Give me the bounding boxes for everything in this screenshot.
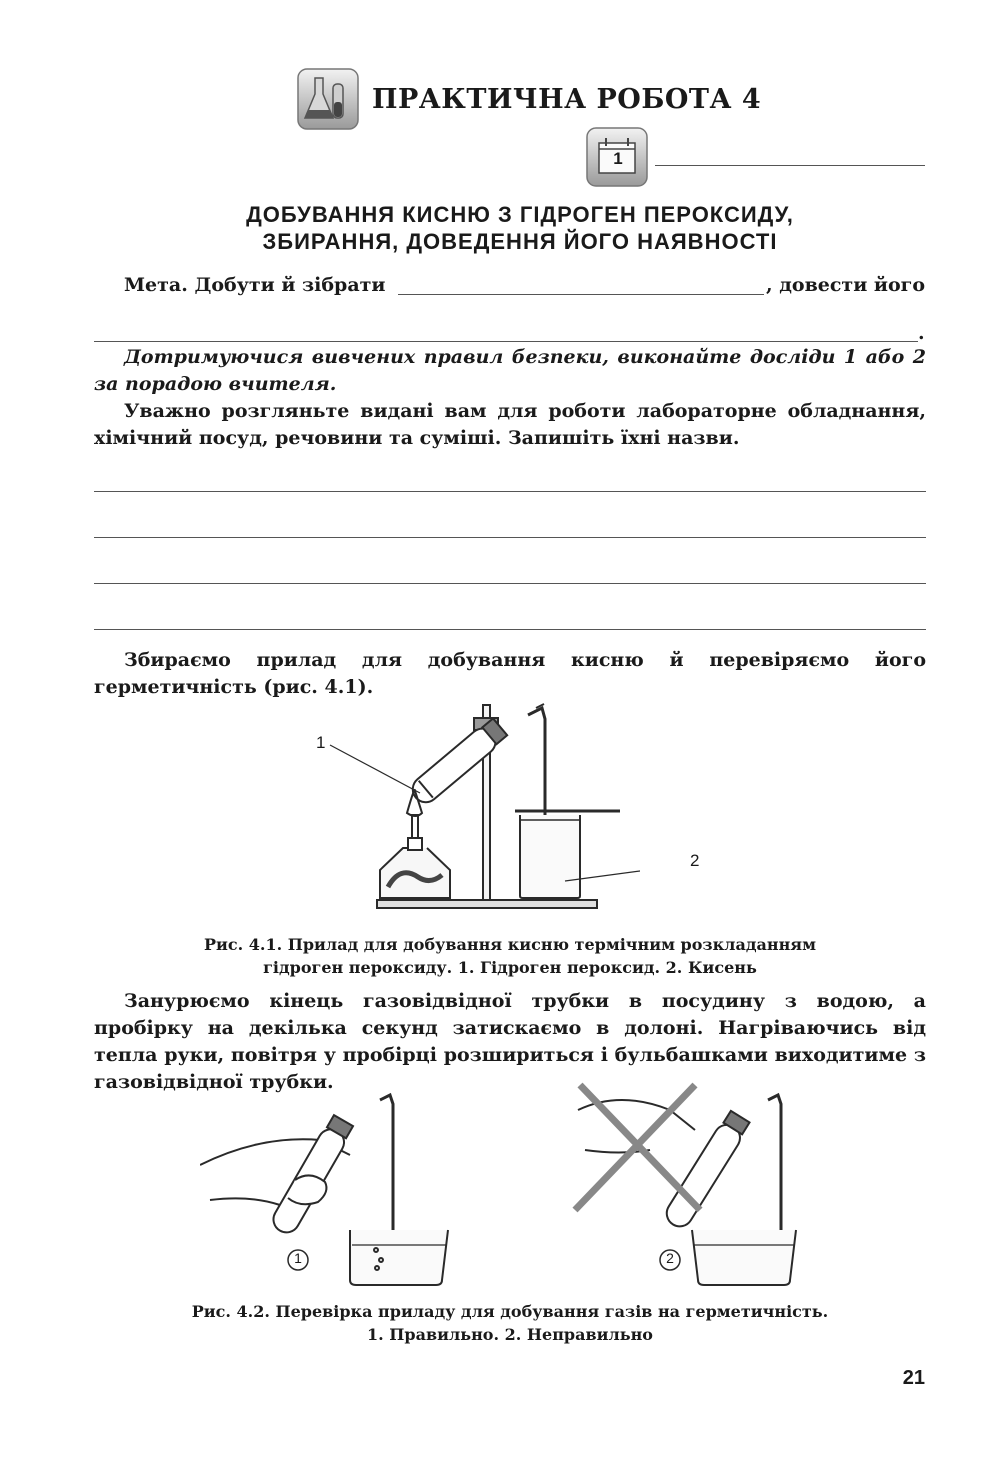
safety-note: Дотримуючися вивчених правил безпеки, виконайте досліди 1 або 2 за порадою вчителя. — [94, 346, 926, 395]
figure-4-2-label-2: 2 — [666, 1250, 674, 1266]
check-text: Занурюємо кінець газовідвідної трубки в посудину з водою, а пробірку на декілька секунд затискаємо в долоні. Нагріваючись від тепла руки, повітря у пробірці розшириться і бульбашками виходитиме з газовідвідної трубки. — [94, 990, 926, 1093]
figure-4-2-caption-line-1: Рис. 4.2. Перевірка приладу для добування газів на герметичність. — [191, 1302, 829, 1321]
figure-4-1-label-2: 2 — [690, 851, 700, 870]
figure-4-1-caption-line-2: гідроген пероксиду. 1. Гідроген пероксид. 2. Кисень — [263, 958, 757, 977]
topic-line-1: ДОБУВАННЯ КИСНЮ З ГІДРОГЕН ПЕРОКСИДУ, — [246, 202, 794, 227]
page-title: ПРАКТИЧНА РОБОТА 4 — [372, 84, 762, 115]
answer-line-3 — [94, 583, 926, 584]
goal-blank-1 — [398, 294, 764, 295]
assembly-text: Збираємо прилад для добування кисню й перевіряємо його герметичність (рис. 4.1). — [94, 649, 926, 698]
answer-line-2 — [94, 537, 926, 538]
answer-line-1 — [94, 491, 926, 492]
figure-4-2-caption — [100, 1300, 920, 1346]
figure-4-1-caption — [100, 933, 920, 979]
figure-4-2-caption-line-2: 1. Правильно. 2. Неправильно — [367, 1325, 653, 1344]
date-line — [655, 165, 925, 166]
goal-text-after: , довести його — [766, 274, 925, 296]
goal-label-word: Мета. — [124, 274, 188, 296]
topic-line-2: ЗБИРАННЯ, ДОВЕДЕННЯ ЙОГО НАЯВНОСТІ — [262, 229, 778, 254]
calendar-day: 1 — [613, 149, 623, 168]
figure-4-2-incorrect — [575, 1085, 796, 1285]
goal-text-before: Добути й зібрати — [194, 274, 386, 296]
figure-4-2-label-1: 1 — [294, 1250, 302, 1266]
goal-end-mark: . — [918, 322, 925, 344]
instruction-text: Уважно розгляньте видані вам для роботи лабораторне обладнання, хімічний посуд, речовини та суміші. Запишіть їхні назви. — [94, 400, 926, 449]
page-number: 21 — [902, 1367, 925, 1389]
figure-4-1-caption-line-1: Рис. 4.1. Прилад для добування кисню термічним розкладанням — [204, 935, 816, 954]
figure-4-1-label-1: 1 — [316, 733, 326, 752]
figure-4-2-correct — [200, 1095, 448, 1285]
figure-4-1 — [300, 695, 640, 920]
flask-icon — [297, 68, 359, 130]
goal-label — [124, 272, 386, 299]
goal-blank-2 — [94, 341, 918, 342]
answer-line-4 — [94, 629, 926, 630]
